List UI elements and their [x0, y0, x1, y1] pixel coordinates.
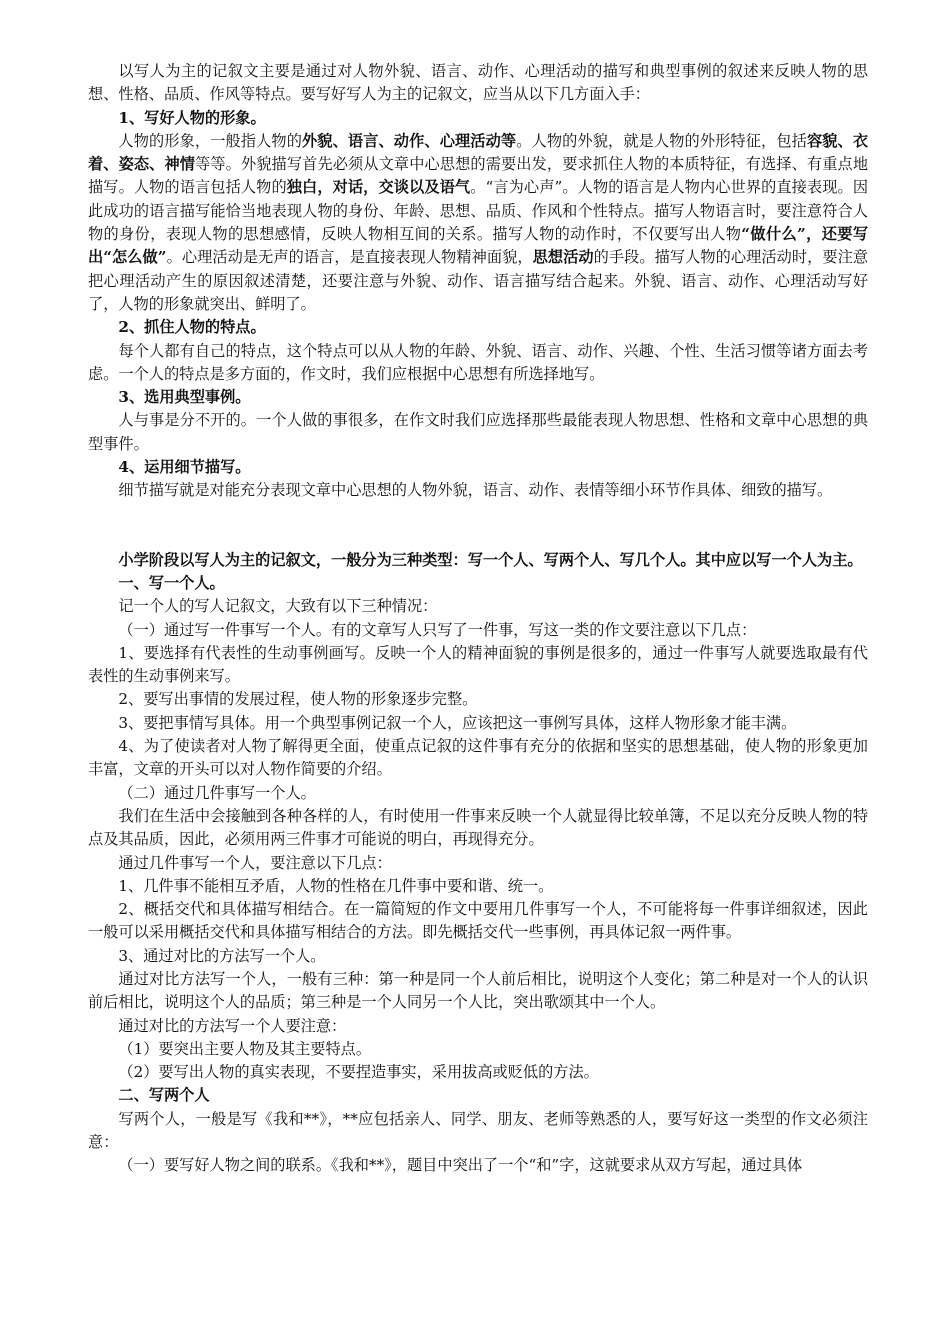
text-run: 。“言为心声”。人物的语言是人物内心世界的直接表现。因此成功的语言描写能恰当地表现人物的身份、年龄、思想、品质、作风和个性特点。描写人物语言时，要注意符合人物的身份，表现人物的思想感情，反映人物相互间的关系。描写人物的动作时，不仅要写出人物 [88, 178, 869, 244]
intro-paragraph: 以写人为主的记叙文主要是通过对人物外貌、语言、动作、心理活动的描写和典型事例的叙述来反映人物的思想、性格、品质、作风等特点。要写好写人为主的记叙文，应当从以下几方面入手： [88, 62, 868, 104]
part-1-item: 3、要把事情写具体。用一个典型事例记叙一个人，应该把这一事例写具体，这样人物形象才能丰满。 [118, 713, 797, 732]
text-run: 的手段。描写人物的心理活动时，要注意把心理活动产生的原因叙述清楚，还要注意与外貌、动作、语言描写结合起来。外貌、语言、动作、心理活动写好了，人物的形象就突出、鲜明了。 [88, 248, 869, 313]
text-run: 人物的形象，一般指人物的 [118, 131, 302, 150]
part-2-heading: 二、写两个人 [118, 1086, 210, 1105]
text-run: 等等。外貌描写首先必须从文章中心思想的需要出发，要求抓住人物的本质特征，有选择、有重点地描写。人物的语言包括人物的 [88, 155, 869, 197]
document-page [88, 60, 868, 1178]
section-3-body: 人与事是分不开的。一个人做的事很多，在作文时我们应选择那些最能表现人物思想、性格和文章中心思想的典型事件。 [88, 411, 868, 453]
bold-run: ，还要写出 [88, 225, 869, 267]
part-1-item: 2、要写出事情的发展过程，使人物的形象逐步完整。 [118, 690, 478, 709]
part-1-item: 1、几件事不能相互矛盾，人物的性格在几件事中要和谐、统一。 [118, 876, 554, 895]
part-2-paragraph: （一）要写好人物之间的联系。《我和**》，题目中突出了一个“和”字，这就要求从双方写起，通过具体 [118, 1156, 803, 1175]
bold-run: 思想活动 [532, 248, 594, 267]
part-1-paragraph: 我们在生活中会接触到各种各样的人，有时使用一件事来反映一个人就显得比较单簿，不足以充分反映人物的特点及其品质，因此，必须用两三件事才可能说的明白，再现得充分。 [88, 806, 868, 849]
bold-run: 独白，对话，交谈以及语气 [286, 178, 471, 197]
part-1-paragraph: 通过对比的方法写一个人要注意： [118, 1016, 347, 1035]
part-1-item: 1、要选择有代表性的生动事例画写。反映一个人的精神面貌的事例是很多的，通过一件事写人就要选取最有代表性的生动事例来写。 [88, 643, 868, 686]
text-run: 。人物的外貌，就是人物的外形特征，包括 [516, 131, 807, 150]
bold-run: 容貌、衣着、姿态、神情 [88, 131, 869, 174]
text-run: 。心理活动是无声的语言，是直接表现人物精神面貌， [166, 248, 533, 267]
part-1-heading: 一、写一个人。 [118, 573, 225, 592]
part-1-item: （2）要写出人物的真实表现，不要捏造事实，采用拔高或贬低的方法。 [118, 1063, 599, 1082]
section-4-heading: 4、运用细节描写。 [118, 458, 251, 477]
spacer [88, 503, 868, 549]
part-1-item: 2、概括交代和具体描写相结合。在一篇简短的作文中要用几件事写一个人，不可能将每一件事详细叙述，因此一般可以采用概括交代和具体描写相结合的方法。即先概括交代一些事例，再具体记叙一两件事。 [88, 900, 868, 942]
part-1-paragraph: 通过对比方法写一个人，一般有三种：第一种是同一个人前后相比，说明这个人变化；第二种是对一个人的认识前后相比，说明这个人的品质；第三种是一个人同另一个人比，突出歌颂其中一个人。 [88, 969, 868, 1012]
section-4-body: 细节描写就是对能充分表现文章中心思想的人物外貌，语言、动作、表情等细小环节作具体、细致的描写。 [118, 481, 833, 500]
part-1-item: （1）要突出主要人物及其主要特点。 [118, 1039, 372, 1058]
part-1-item: 3、通过对比的方法写一个人。 [118, 946, 326, 965]
bold-run: “怎么做” [103, 248, 167, 267]
section-3-heading: 3、选用典型事例。 [118, 388, 251, 407]
part-1-paragraph: 通过几件事写一个人，要注意以下几点： [118, 853, 392, 872]
part-1-sub-2: （二）通过几件事写一个人。 [118, 783, 316, 802]
section-1-body [88, 130, 868, 316]
part-1-item: 4、为了使读者对人物了解得更全面，使重点记叙的这件事有充分的依据和坚实的思想基础，使人物的形象更加丰富，文章的开头可以对人物作简要的介绍。 [88, 737, 868, 779]
part-1-sub-1: （一）通过写一件事写一个人。有的文章写人只写了一件事，写这一类的作文要注意以下几点： [118, 620, 757, 639]
part-2-paragraph: 写两个人，一般是写《我和**》，**应包括亲人、同学、朋友、老师等熟悉的人，要写好这一类型的作文必须注意： [88, 1109, 868, 1152]
bold-run: 外貌、语言、动作、心理活动等 [302, 131, 517, 150]
section-1-heading: 1、写好人物的形象。 [118, 108, 266, 127]
bold-run: “做什么” [741, 225, 806, 244]
section-2-body: 每个人都有自己的特点，这个特点可以从人物的年龄、外貌、语言、动作、兴趣、个性、生活习惯等诸方面去考虑。一个人的特点是多方面的，作文时，我们应根据中心思想有所选择地写。 [88, 341, 868, 383]
summary-paragraph: 小学阶段以写人为主的记叙文，一般分为三种类型：写一个人、写两个人、写几个人。其中应以写一个人为主。 [118, 550, 863, 569]
section-2-heading: 2、抓住人物的特点。 [118, 318, 266, 337]
part-1-paragraph: 记一个人的写人记叙文，大致有以下三种情况： [118, 597, 438, 616]
